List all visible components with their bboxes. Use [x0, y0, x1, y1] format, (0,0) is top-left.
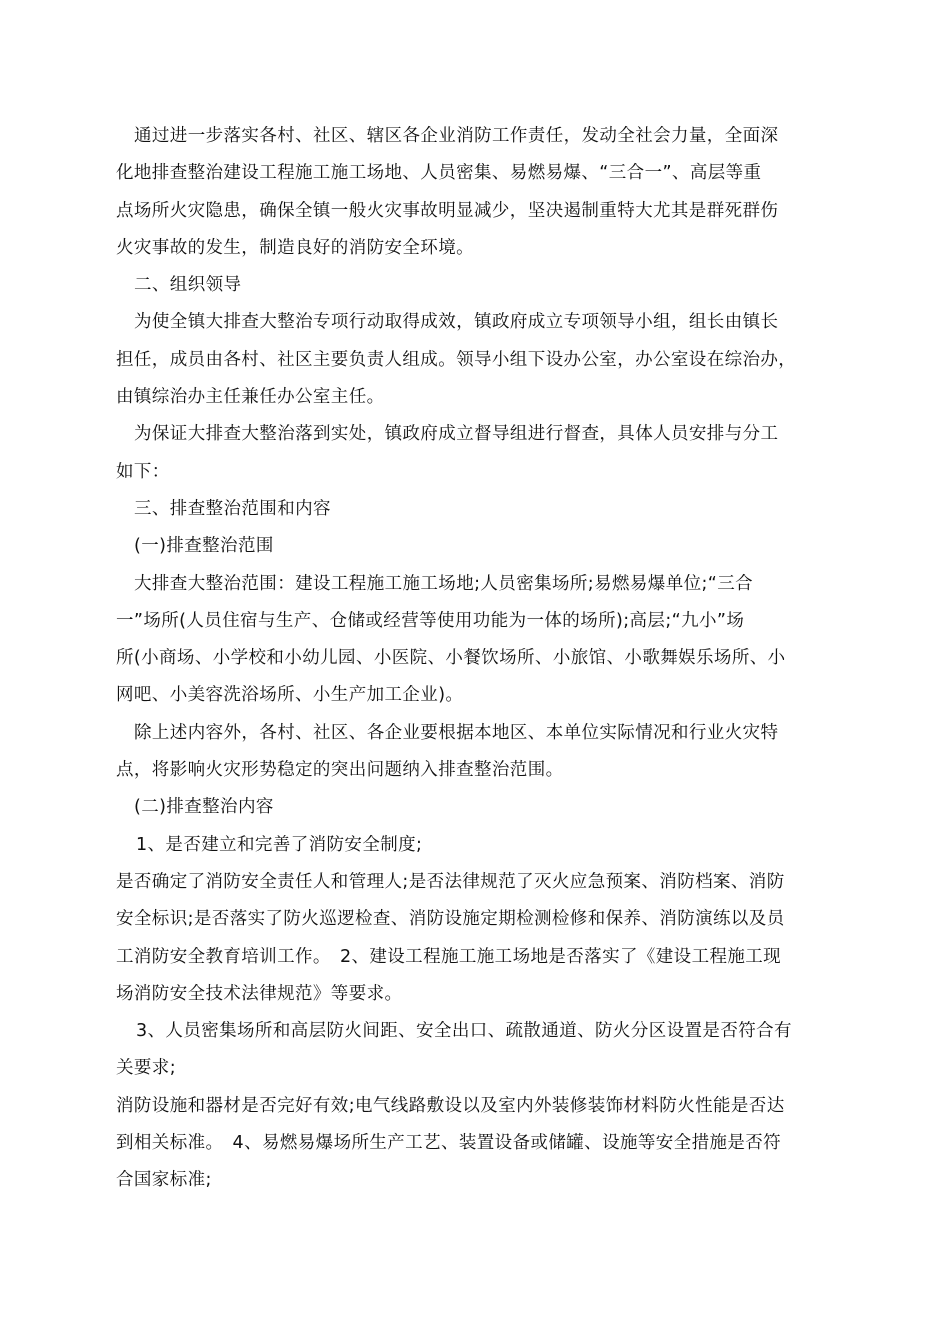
text-line: 化地排查整治建设工程施工施工场地、人员密集、易燃易爆、“三合一”、高层等重	[116, 163, 762, 184]
text-line: 合国家标准;	[116, 1170, 212, 1191]
text-line: (一)排查整治范围	[134, 536, 274, 557]
text-line: 所(小商场、小学校和小幼儿园、小医院、小餐饮场所、小旅馆、小歌舞娱乐场所、小	[116, 648, 786, 669]
text-line: 通过进一步落实各村、社区、辖区各企业消防工作责任，发动全社会力量，全面深	[134, 126, 779, 146]
text-line: (二)排查整治内容	[134, 797, 274, 818]
text-line: 二、组织领导	[134, 275, 242, 296]
text-line: 点，将影响火灾形势稳定的突出问题纳入排查整治范围。	[116, 760, 564, 781]
text-line: 一”场所(人员住宿与生产、仓储或经营等使用功能为一体的场所);高层;“九小”场	[116, 610, 745, 631]
text-line: 网吧、小美容洗浴场所、小生产加工企业)。	[116, 685, 464, 706]
text-line: 关要求;	[116, 1058, 176, 1079]
text-line: 安全标识;是否落实了防火巡逻检查、消防设施定期检测检修和保养、消防演练以及员	[116, 909, 785, 930]
text-line: 火灾事故的发生，制造良好的消防安全环境。	[116, 237, 474, 258]
text-line: 1、是否建立和完善了消防安全制度;	[136, 834, 423, 855]
text-line: 是否确定了消防安全责任人和管理人;是否法律规范了灭火应急预案、消防档案、消防	[116, 871, 785, 892]
text-line: 除上述内容外，各村、社区、各企业要根据本地区、本单位实际情况和行业火灾特	[134, 722, 779, 743]
text-line: 由镇综治办主任兼任办公室主任。	[116, 387, 385, 408]
text-line: 大排查大整治范围：建设工程施工施工场地;人员密集场所;易燃易爆单位;“三合	[134, 573, 754, 594]
text-line: 担任，成员由各村、社区主要负责人组成。领导小组下设办公室，办公室设在综治办，	[116, 349, 797, 370]
document-body	[116, 118, 838, 1200]
text-line: 如下：	[116, 461, 170, 482]
text-line: 工消防安全教育培训工作。 2、建设工程施工施工场地是否落实了《建设工程施工现	[116, 946, 782, 967]
text-line: 场消防安全技术法律规范》等要求。	[116, 983, 403, 1004]
text-line: 为使全镇大排查大整治专项行动取得成效，镇政府成立专项领导小组，组长由镇长	[134, 312, 779, 333]
text-line: 3、人员密集场所和高层防火间距、安全出口、疏散通道、防火分区设置是否符合有	[136, 1021, 792, 1042]
text-line: 消防设施和器材是否完好有效;电气线路敷设以及室内外装修装饰材料防火性能是否达	[116, 1095, 785, 1116]
text-line: 点场所火灾隐患，确保全镇一般火灾事故明显减少，坚决遏制重特大尤其是群死群伤	[116, 200, 779, 221]
text-line: 为保证大排查大整治落到实处，镇政府成立督导组进行督查，具体人员安排与分工	[134, 424, 779, 445]
text-line: 三、排查整治范围和内容	[134, 498, 331, 519]
text-line: 到相关标准。 4、易燃易爆场所生产工艺、装置设备或储罐、设施等安全措施是否符	[116, 1133, 782, 1154]
